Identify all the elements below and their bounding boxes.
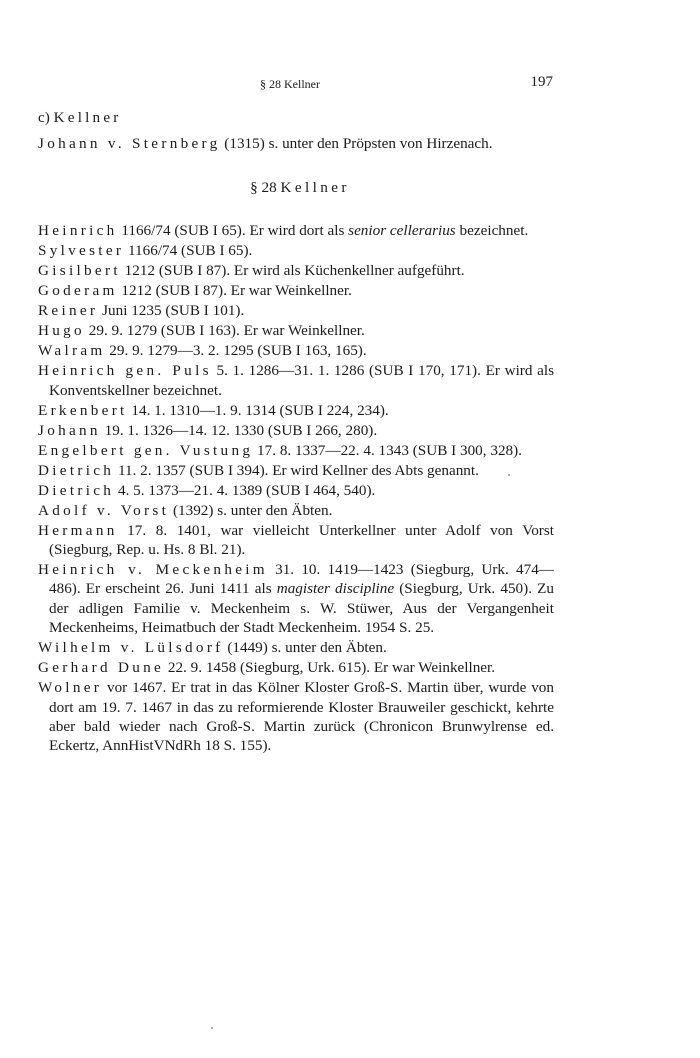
entry-name: Engelbert gen. Vustung — [38, 441, 254, 459]
entry-name: Sylvester — [38, 242, 125, 260]
register-entry — [38, 341, 554, 360]
entry-text: 17. 8. 1401, war vielleicht Unterkellner unter Adolf von Vorst (Siegburg, Rep. u. Hs. 8 Bl. 21). — [49, 521, 554, 559]
entry-text: 31. 10. 1419—1423 (Siegburg, Urk. 474—486). Er erscheint 26. Juni 1411 als — [49, 561, 554, 598]
entry-text: 29. 9. 1279—3. 2. 1295 (SUB I 163, 165). — [105, 342, 367, 360]
register-entry — [38, 361, 554, 400]
entry-text: 5. 1. 1286—31. 1. 1286 (SUB I 170, 171). Er wird als Konventskellner bezeichnet. — [49, 362, 554, 399]
section-number: § 28 — [250, 178, 277, 196]
register-entry — [38, 678, 554, 756]
register-entry — [38, 461, 554, 480]
page-body — [38, 108, 554, 756]
entry-name: Hugo — [38, 322, 85, 340]
entry-name: Heinrich — [38, 222, 118, 240]
entry-text: 11. 2. 1357 (SUB I 394). Er wird Kellner des Abts genannt. — [114, 461, 479, 479]
entry-text: 14. 1. 1310—1. 9. 1314 (SUB I 224, 234). — [127, 401, 389, 419]
entry-name: Heinrich v. Meckenheim — [38, 561, 268, 579]
register-entry — [38, 501, 554, 520]
subsection-heading — [38, 108, 554, 127]
entry-italic-term: senior cellerarius — [348, 222, 456, 240]
entry-text: 19. 1. 1326—14. 12. 1330 (SUB I 266, 280). — [100, 421, 378, 439]
entry-name: Wolner — [38, 679, 103, 697]
entry-name: Dietrich — [38, 461, 115, 479]
register-entry — [38, 261, 554, 280]
entry-text: 22. 9. 1458 (Siegburg, Urk. 615). Er war Weinkellner. — [164, 659, 496, 677]
subsection-label: c) — [38, 109, 50, 126]
entry-name: Erkenbert — [38, 401, 128, 419]
entry-text: 1212 (SUB I 87). Er wird als Küchenkellner aufgeführt. — [120, 262, 465, 280]
register-entry — [38, 321, 554, 340]
register-entry — [38, 221, 554, 240]
register-entry — [38, 521, 554, 560]
entry-name: Wilhelm v. Lülsdorf — [38, 639, 224, 657]
register-entry — [38, 241, 554, 260]
entry-name: Adolf v. Vorst — [38, 501, 170, 519]
entry-text-tail: (Siegburg, Urk. 450). Zu der adligen Familie v. Meckenheim s. W. Stüwer, Aus der Vergangenheit Meckenheims, Heimatbuch der Stadt Meckenheim. 1954 S. 25. — [49, 580, 555, 637]
entry-name: Heinrich gen. Puls — [38, 362, 212, 380]
entry-text: 29. 9. 1279 (SUB I 163). Er war Weinkellner. — [84, 322, 365, 340]
speck-mark — [211, 1027, 213, 1029]
entry-text: 4. 5. 1373—21. 4. 1389 (SUB I 464, 540). — [114, 481, 376, 499]
register-entry — [38, 401, 554, 420]
register-entry — [38, 134, 554, 153]
entry-text: (1392) s. unter den Äbten. — [169, 501, 333, 519]
entry-name: Hermann — [38, 521, 118, 539]
register-entry — [38, 441, 554, 460]
entry-name: Reiner — [38, 302, 99, 320]
entry-text: 1166/74 (SUB I 65). Er wird dort als — [117, 222, 349, 240]
entry-text: (1449) s. unter den Äbten. — [223, 639, 387, 657]
pre-entry-list — [38, 134, 554, 153]
register-entry — [38, 481, 554, 500]
subsection-title: Kellner — [53, 109, 122, 126]
section-heading — [38, 178, 554, 197]
speck-mark — [508, 474, 510, 476]
entry-text: 1212 (SUB I 87). Er war Weinkellner. — [117, 282, 352, 300]
entry-text: (1315) s. unter den Pröpsten von Hirzenach. — [220, 135, 493, 153]
register-entry — [38, 638, 554, 657]
entry-text: vor 1467. Er trat in das Kölner Kloster Groß-S. Martin über, wurde von dort am 19. 7. 1467 in das zu reformierende Kloster Brauweiler geschickt, kehrte aber bald wieder nach Groß-S. Martin zurück (Chronicon Brunwylrense ed. Eckertz, AnnHistVNdRh 18 S. 155). — [49, 679, 554, 755]
register-entry — [38, 560, 554, 638]
running-head-title: § 28 Kellner — [260, 77, 320, 91]
entry-name: Gerhard Dune — [38, 659, 165, 677]
entry-name: Walram — [38, 342, 106, 360]
register-entry — [38, 421, 554, 440]
entry-name: Dietrich — [38, 481, 115, 499]
entry-text: 17. 8. 1337—22. 4. 1343 (SUB I 300, 328). — [253, 441, 522, 459]
entry-name: Goderam — [38, 282, 118, 300]
entry-name: Gisilbert — [38, 262, 121, 280]
register-entry — [38, 281, 554, 300]
running-head — [0, 74, 700, 96]
entry-name: Johann v. Sternberg — [38, 135, 221, 153]
entry-list — [38, 221, 554, 756]
register-entry — [38, 301, 554, 320]
entry-italic-term: magister discipline — [276, 580, 395, 598]
entry-text-tail: bezeichnet. — [455, 222, 529, 240]
entry-name: Johann — [38, 421, 101, 439]
entry-text: Juni 1235 (SUB I 101). — [98, 302, 245, 320]
page-number: 197 — [530, 74, 553, 90]
entry-text: 1166/74 (SUB I 65). — [124, 242, 253, 260]
register-entry — [38, 658, 554, 677]
section-title: Kellner — [280, 178, 350, 196]
